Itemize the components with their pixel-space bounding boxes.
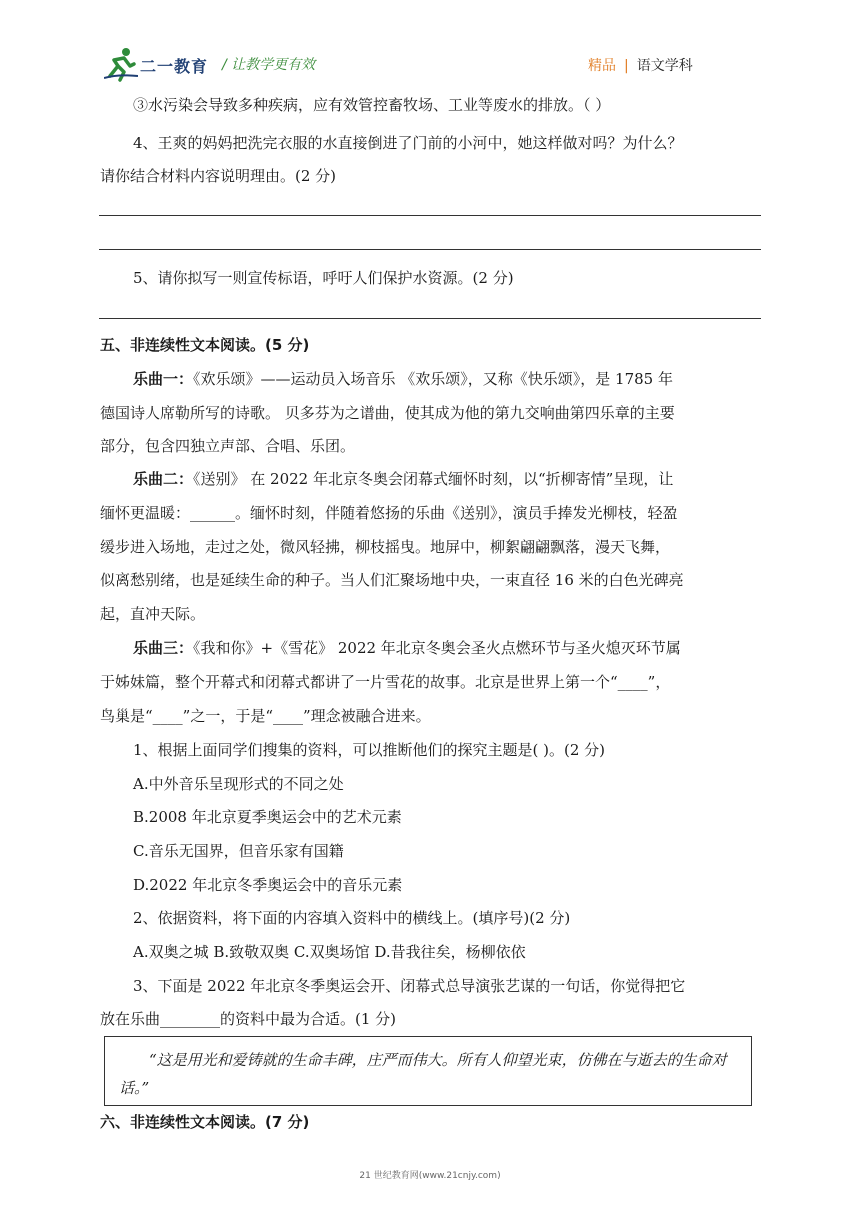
header-right bbox=[588, 55, 693, 75]
quote-box bbox=[104, 1036, 752, 1106]
option-d: D.2022 年北京冬季奥运会中的音乐元素 bbox=[133, 876, 403, 894]
question-4: 4、王爽的妈妈把洗完衣服的水直接倒进了门前的小河中，她这样做对吗？为什么？ bbox=[133, 134, 683, 152]
answer-line bbox=[99, 249, 761, 250]
music-1-line bbox=[100, 369, 760, 389]
option-b: B.2008 年北京夏季奥运会中的艺术元素 bbox=[133, 808, 402, 826]
section-6-heading: 六、非连续性文本阅读。(7 分) bbox=[100, 1113, 310, 1131]
music-3-line bbox=[100, 638, 760, 658]
music-2-line: 缓步进入场地，走过之处，微风轻拂，柳枝摇曳。地屏中，柳絮翩翩飘落，漫天飞舞， bbox=[100, 538, 671, 556]
music-1-line: 部分，包含四独立声部、合唱、乐团。 bbox=[100, 437, 356, 455]
slogan: / 让教学更有效 bbox=[222, 57, 316, 73]
music-1-line: 德国诗人席勒所写的诗歌。 贝多芬为之谱曲，使其成为他的第九交响曲第四乐章的主要 bbox=[100, 404, 675, 422]
quote-content: “这是用光和爱铸就的生命丰碑，庄严而伟大。所有人仰望光束，仿佛在与逝去的生命对话。” bbox=[119, 1051, 727, 1097]
question-4-cont: 请你结合材料内容说明理由。(2 分) bbox=[100, 167, 337, 185]
music-2-line bbox=[100, 469, 760, 489]
music-1-label: 乐曲一： bbox=[133, 370, 194, 388]
music-3-text: 《我和你》+《雪花》 2022 年北京冬奥会圣火点燃环节与圣火熄灭环节属 bbox=[193, 639, 681, 657]
runner-logo-icon bbox=[104, 46, 138, 82]
music-2-text: 《送别》 在 2022 年北京冬奥会闭幕式缅怀时刻，以“折柳寄情”呈现，让 bbox=[193, 470, 674, 488]
music-3-line: 鸟巢是“____”之一，于是“____”理念被融合进来。 bbox=[100, 707, 431, 725]
music-3-label: 乐曲三： bbox=[133, 639, 194, 657]
question-3: 3、下面是 2022 年北京冬季奥运会开、闭幕式总导演张艺谋的一句话，你觉得把它 bbox=[133, 977, 686, 995]
text-line: ③水污染会导致多种疾病，应有效管控畜牧场、工业等废水的排放。（ ） bbox=[133, 96, 611, 114]
subject-label: 语文学科 bbox=[636, 58, 693, 74]
music-2-line: 起，直冲天际。 bbox=[100, 605, 206, 623]
premium-label: 精品 bbox=[588, 58, 616, 74]
quote-text bbox=[119, 1046, 739, 1102]
question-2-options: A.双奥之城 B.致敬双奥 C.双奥场馆 D.昔我往矣，杨柳依依 bbox=[133, 943, 526, 961]
answer-line bbox=[99, 215, 761, 216]
music-2-label: 乐曲二： bbox=[133, 470, 194, 488]
logo-text: 二一教育 bbox=[140, 57, 209, 76]
question-3-cont: 放在乐曲________的资料中最为合适。(1 分) bbox=[100, 1010, 397, 1028]
section-5-heading: 五、非连续性文本阅读。(5 分) bbox=[100, 336, 310, 354]
question-2: 2、依据资料，将下面的内容填入资料中的横线上。(填序号)(2 分) bbox=[133, 909, 571, 927]
question-5: 5、请你拟写一则宣传标语，呼吁人们保护水资源。(2 分) bbox=[133, 269, 514, 287]
page-footer: 21 世纪教育网(www.21cnjy.com) bbox=[359, 1171, 501, 1181]
option-a: A.中外音乐呈现形式的不同之处 bbox=[133, 775, 344, 793]
music-1-text: 《欢乐颂》——运动员入场音乐 《欢乐颂》，又称《快乐颂》，是 1785 年 bbox=[193, 370, 673, 388]
question-1: 1、根据上面同学们搜集的资料，可以推断他们的探究主题是( )。(2 分) bbox=[133, 741, 606, 759]
answer-line bbox=[99, 318, 761, 319]
option-c: C.音乐无国界，但音乐家有国籍 bbox=[133, 842, 344, 860]
header-separator: | bbox=[624, 58, 629, 74]
music-3-line: 于姊妹篇，整个开幕式和闭幕式都讲了一片雪花的故事。北京是世界上第一个“____”， bbox=[100, 673, 671, 691]
music-2-line: 似离愁别绪，也是延续生命的种子。当人们汇聚场地中央，一束直径 16 米的白色光碑亮 bbox=[100, 571, 684, 589]
music-2-line: 缅怀更温暖：______。缅怀时刻，伴随着悠扬的乐曲《送别》，演员手捧发光柳枝，轻盈 bbox=[100, 504, 678, 522]
